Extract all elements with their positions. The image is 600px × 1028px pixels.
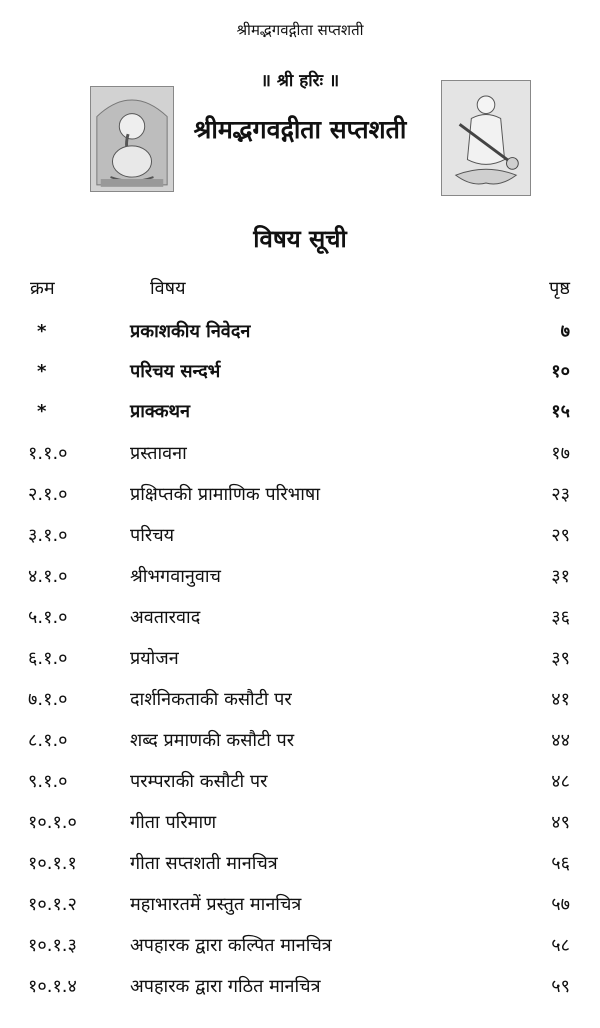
toc-entry-topic: अपहारक द्वारा गठित मानचित्र <box>130 976 321 997</box>
toc-row <box>0 639 600 679</box>
column-header-number: क्रम <box>30 278 55 299</box>
toc-entry-topic: प्रकाशकीय निवेदन <box>130 321 251 342</box>
toc-entry-topic: दार्शनिकताकी कसौटी पर <box>130 689 292 710</box>
toc-entry-page: ७ <box>560 321 570 342</box>
toc-row <box>0 967 600 1007</box>
toc-entry-topic: श्रीभगवानुवाच <box>130 566 221 587</box>
toc-row <box>0 680 600 720</box>
toc-row <box>0 312 600 352</box>
toc-entry-number: * <box>37 361 47 382</box>
toc-entry-page: १० <box>551 361 570 382</box>
toc-entry-page: १५ <box>551 401 570 422</box>
toc-entry-number: ३.१.० <box>28 525 68 546</box>
invocation: ॥ श्री हरिः ॥ <box>260 71 340 91</box>
toc-entry-topic: अवतारवाद <box>130 607 201 628</box>
toc-row <box>0 392 600 432</box>
toc-entry-number: ८.१.० <box>28 730 68 751</box>
toc-entry-number: १०.१.१ <box>28 853 77 874</box>
toc-entry-page: ४१ <box>551 689 570 710</box>
toc-entry-topic: परिचय <box>130 525 175 546</box>
toc-entry-topic: गीता सप्तशती मानचित्र <box>130 853 278 874</box>
column-header-page: पृष्ठ <box>549 278 570 299</box>
toc-row <box>0 926 600 966</box>
toc-row <box>0 557 600 597</box>
toc-entry-topic: महाभारतमें प्रस्तुत मानचित्र <box>130 894 302 915</box>
section-title: विषय सूची <box>253 225 347 253</box>
toc-entry-number: ७.१.० <box>28 689 68 710</box>
toc-entry-number: १०.१.० <box>28 812 77 833</box>
toc-entry-page: ४४ <box>551 730 570 751</box>
toc-entry-page: ५६ <box>551 853 570 874</box>
toc-entry-number: ६.१.० <box>28 648 68 669</box>
toc-entry-page: ५८ <box>551 935 570 956</box>
toc-entry-page: २९ <box>551 525 570 546</box>
toc-entry-topic: प्रयोजन <box>130 648 179 669</box>
toc-entry-page: १७ <box>551 443 570 464</box>
toc-entry-topic: परम्पराकी कसौटी पर <box>130 771 268 792</box>
toc-row <box>0 844 600 884</box>
toc-entry-page: २३ <box>551 484 570 505</box>
toc-row <box>0 352 600 392</box>
toc-entry-page: ४८ <box>551 771 570 792</box>
toc-row <box>0 762 600 802</box>
toc-entry-number: १०.१.३ <box>28 935 77 956</box>
toc-row <box>0 803 600 843</box>
toc-row <box>0 434 600 474</box>
running-head: श्रीमद्भगवद्गीता सप्तशती <box>236 21 364 39</box>
toc-entry-number: ४.१.० <box>28 566 68 587</box>
toc-row <box>0 475 600 515</box>
toc-entry-number: १०.१.४ <box>28 976 77 997</box>
toc-entry-topic: प्रस्तावना <box>130 443 187 464</box>
toc-entry-topic: परिचय सन्दर्भ <box>130 361 221 382</box>
toc-entry-topic: गीता परिमाण <box>130 812 217 833</box>
book-title: श्रीमद्भगवद्गीता सप्तशती <box>193 115 407 144</box>
toc-row <box>0 885 600 925</box>
toc-entry-number: १०.१.२ <box>28 894 77 915</box>
toc-entry-topic: अपहारक द्वारा कल्पित मानचित्र <box>130 935 332 956</box>
toc-entry-number: * <box>37 321 47 342</box>
saraswati-image <box>441 80 531 196</box>
toc-entry-page: ३६ <box>551 607 570 628</box>
toc-entry-number: * <box>37 401 47 422</box>
toc-row <box>0 598 600 638</box>
toc-entry-topic: शब्द प्रमाणकी कसौटी पर <box>130 730 295 751</box>
toc-entry-page: ५९ <box>551 976 570 997</box>
toc-entry-number: ९.१.० <box>28 771 68 792</box>
toc-entry-page: ३१ <box>551 566 570 587</box>
toc-entry-page: ५७ <box>551 894 570 915</box>
column-header-topic: विषय <box>150 278 186 299</box>
toc-entry-number: ५.१.० <box>28 607 68 628</box>
toc-entry-page: ३९ <box>551 648 570 669</box>
toc-entry-number: २.१.० <box>28 484 68 505</box>
toc-entry-number: १.१.० <box>28 443 68 464</box>
toc-row <box>0 721 600 761</box>
toc-entry-topic: प्रक्षिप्तकी प्रामाणिक परिभाषा <box>130 484 321 505</box>
toc-entry-page: ४९ <box>551 812 570 833</box>
toc-row <box>0 516 600 556</box>
toc-entry-topic: प्राक्कथन <box>130 401 191 422</box>
